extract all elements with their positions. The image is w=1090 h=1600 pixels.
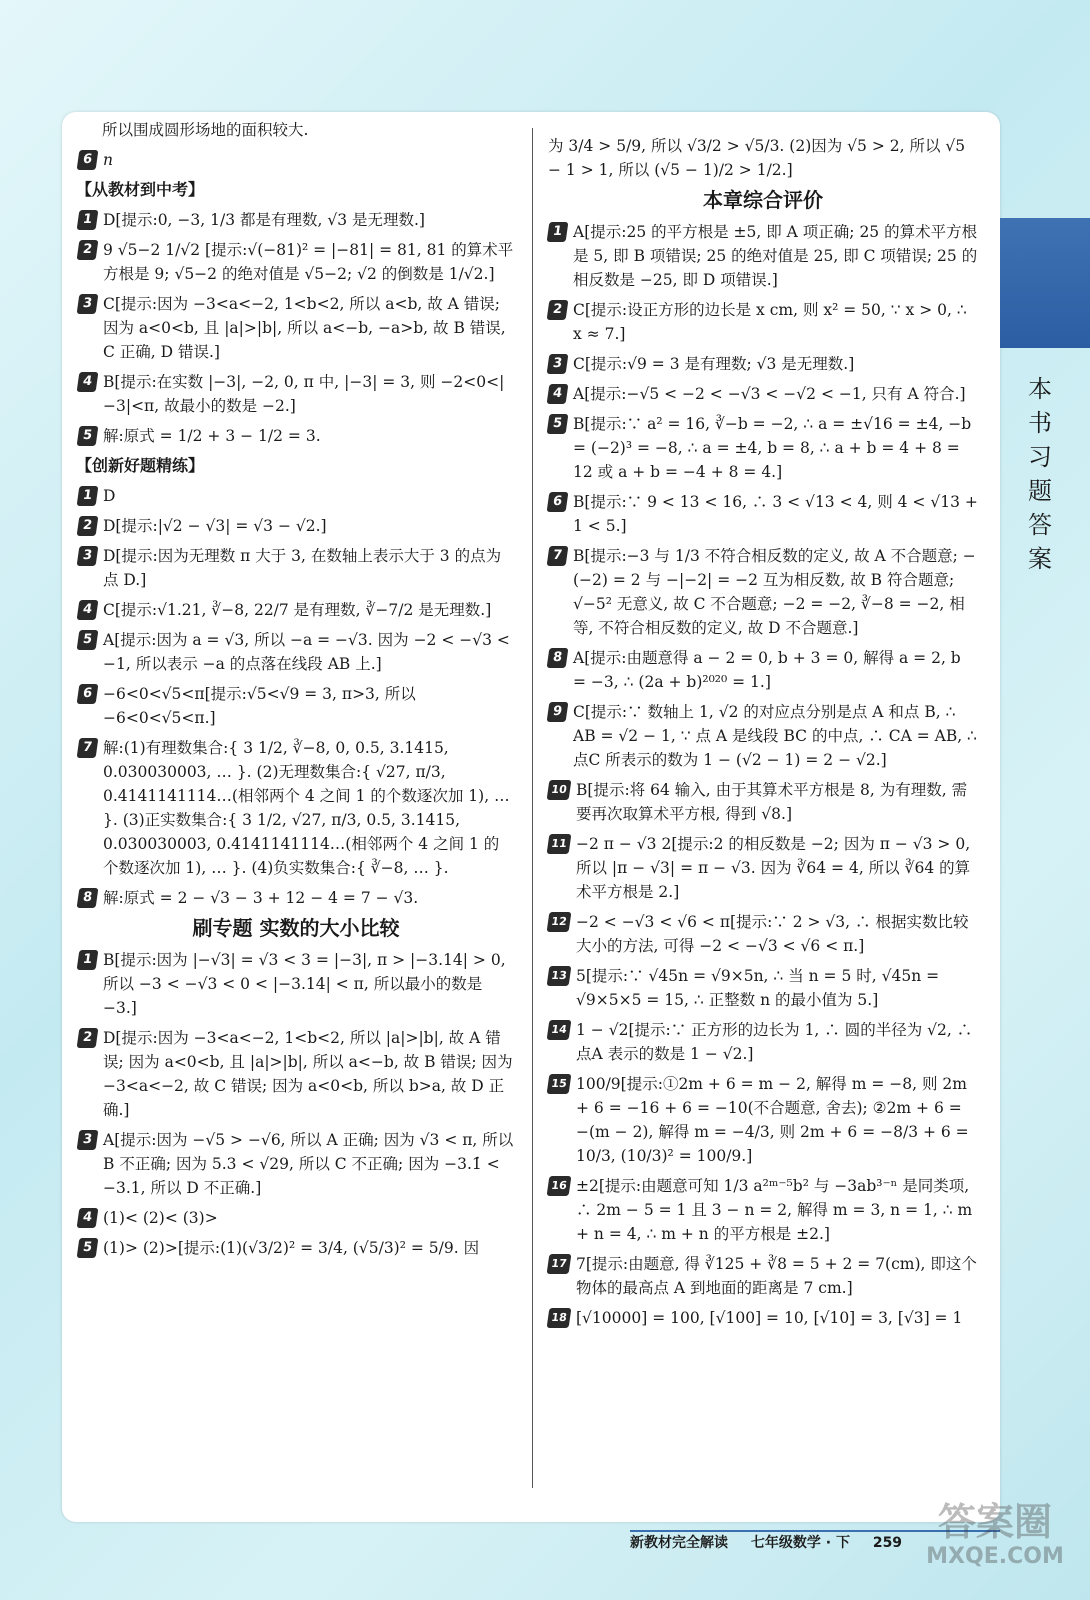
answer-item	[548, 778, 978, 826]
continued-text: 为 3/4 > 5/9, 所以 √3/2 > √5/3. (2)因为 √5 > 2, 所以 √5 − 1 > 1, 所以 (√5 − 1)/2 > 1/2.]	[548, 137, 966, 179]
answer-item	[548, 412, 978, 484]
answer-text: 9 √5−2 1/√2 [提示:√(−81)² = |−81| = 81, 81 的算术平方根是 9; √5−2 的绝对值是 √5−2; √2 的倒数是 1/√2.]	[103, 241, 514, 283]
answer-text: D	[103, 487, 116, 505]
question-number: 3	[77, 546, 99, 566]
question-number: 6	[547, 492, 569, 512]
answer-item	[78, 424, 514, 448]
answer-text: B[提示:∵ a² = 16, ∛−b = −2, ∴ a = ±√16 = ±4, −b = (−2)³ = −8, ∴ a = ±4, b = 8, ∴ a + b = 4 + 8 = 12 或 a + b = −4 + 8 = 4.]	[573, 415, 972, 481]
answer-text: A[提示:25 的平方根是 ±5, 即 A 项正确; 25 的算术平方根是 5, 即 B 项错误; 25 的绝对值是 25, 即 C 项错误; 25 的相反数是 −25, 即 D 项错误.]	[573, 223, 978, 289]
answer-text: 解:(1)有理数集合:{ 3 1/2, ∛−8, 0, 0.5, 3.1415, 0.030030003, … }. (2)无理数集合:{ √27, π/3, 0.4141141114…(相邻两个 4 之间 1 的个数逐次加 1), … }. (3)正实数集合:{ 3 1/2, √27, π/3, 0.5, 3.1415, 0.030030003, 0.4141141114…(相邻两个 4 之间 1 的个数逐次加 1), … }. (4)负实数集合:{ ∛−8, … }.	[103, 739, 510, 877]
watermark-line2: MXQE.COM	[926, 1544, 1064, 1569]
answer-item	[78, 598, 514, 622]
answer-item	[548, 220, 978, 292]
answer-item	[78, 628, 514, 676]
answer-text: (1)< (2)< (3)>	[103, 1209, 218, 1227]
question-number: 13	[547, 966, 572, 986]
question-number: 16	[547, 1176, 572, 1196]
question-number: 3	[547, 354, 569, 374]
question-number: 6	[77, 684, 99, 704]
question-number: 5	[77, 1238, 99, 1258]
question-number: 8	[77, 888, 99, 908]
answer-text: B[提示:在实数 |−3|, −2, 0, π 中, |−3| = 3, 则 −2<0<|−3|<π, 故最小的数是 −2.]	[103, 373, 505, 415]
answer-text: D[提示:因为 −3<a<−2, 1<b<2, 所以 |a|>|b|, 故 A 错误; 因为 a<0<b, 且 |a|>|b|, 所以 a<−b, 故 B 错误; 因为 −3<a<−2, 故 C 错误; 因为 a<0<b, 所以 b>a, 故 D 正确.]	[103, 1029, 513, 1119]
question-number: 2	[77, 516, 99, 536]
answer-item	[548, 646, 978, 694]
answer-text: n	[103, 151, 113, 169]
grade-label: 七年级数学 · 下	[750, 1535, 850, 1551]
question-number: 2	[77, 240, 99, 260]
answer-item	[548, 544, 978, 640]
question-number: 3	[77, 1130, 99, 1150]
answer-6n	[78, 148, 514, 172]
answer-text: [√10000] = 100, [√100] = 10, [√10] = 3, [√3] = 1	[576, 1309, 963, 1327]
question-number: 18	[547, 1308, 572, 1328]
question-number: 4	[77, 600, 99, 620]
answer-text: D[提示:因为无理数 π 大于 3, 在数轴上表示大于 3 的点为点 D.]	[103, 547, 502, 589]
answer-item	[78, 208, 514, 232]
answer-item	[78, 736, 514, 880]
section3-answers	[78, 948, 514, 1260]
answer-item	[78, 238, 514, 286]
question-number: 5	[77, 630, 99, 650]
question-number: 12	[547, 912, 572, 932]
answer-text: B[提示:−3 与 1/3 不符合相反数的定义, 故 A 不合题意; −(−2) = 2 与 −|−2| = −2 互为相反数, 故 B 符合题意; √−5² 无意义, 故 C 不合题意; −2 = −2, ∛−8 = −2, 相等, 不符合相反数的定义, 故 D 不合题意.]	[573, 547, 976, 637]
answer-text: A[提示:因为 a = √3, 所以 −a = −√3. 因为 −2 < −√3 < −1, 所以表示 −a 的点落在线段 AB 上.]	[103, 631, 510, 673]
answer-text: (1)> (2)>[提示:(1)(√3/2)² = 3/4, (√5/3)² = 5/9. 因	[103, 1239, 480, 1257]
answer-item	[548, 832, 978, 904]
topic-title: 刷专题 实数的大小比较	[192, 916, 400, 940]
question-number: 1	[77, 210, 99, 230]
answer-text: D[提示:0, −3, 1/3 都是有理数, √3 是无理数.]	[103, 211, 425, 229]
section2-answers	[78, 484, 514, 910]
answer-text: 7[提示:由题意, 得 ∛125 + ∛8 = 5 + 2 = 7(cm), 即这个物体的最高点 A 到地面的距离是 7 cm.]	[576, 1255, 977, 1297]
question-number: 1	[77, 950, 99, 970]
answer-text: 1 − √2[提示:∵ 正方形的边长为 1, ∴ 圆的半径为 √2, ∴ 点A 表示的数是 1 − √2.]	[576, 1021, 973, 1063]
answer-text: A[提示:由题意得 a − 2 = 0, b + 3 = 0, 解得 a = 2, b = −3, ∴ (2a + b)²⁰²⁰ = 1.]	[573, 649, 961, 691]
question-number: 4	[77, 1208, 99, 1228]
intro-text: 所以围成圆形场地的面积较大.	[102, 121, 309, 139]
question-number: 17	[547, 1254, 572, 1274]
answer-text: ±2[提示:由题意可知 1/3 a²ᵐ⁻⁵b² 与 −3ab³⁻ⁿ 是同类项, ∴ 2m − 5 = 1 且 3 − n = 2, 解得 m = 3, n = 1, ∴ m + n = 4, ∴ m + n 的平方根是 ±2.]	[576, 1177, 973, 1243]
answer-text: 5[提示:∵ √45n = √9×5n, ∴ 当 n = 5 时, √45n = √9×5×5 = 15, ∴ 正整数 n 的最小值为 5.]	[576, 967, 940, 1009]
answer-text: 解:原式 = 1/2 + 3 − 1/2 = 3.	[103, 427, 321, 445]
answer-text: −6<0<√5<π[提示:√5<√9 = 3, π>3, 所以 −6<0<√5<π.]	[103, 685, 416, 727]
answer-text: −2 < −√3 < √6 < π[提示:∵ 2 > √3, ∴ 根据实数比较大小的方法, 可得 −2 < −√3 < √6 < π.]	[576, 913, 969, 955]
answer-item	[548, 910, 978, 958]
question-number: 15	[547, 1074, 572, 1094]
column-divider	[532, 128, 533, 1488]
answer-item	[78, 1236, 514, 1260]
answer-item	[548, 298, 978, 346]
question-number: 9	[547, 702, 569, 722]
question-number: 3	[77, 294, 99, 314]
answer-item	[78, 682, 514, 730]
section1-answers	[78, 208, 514, 448]
answer-item	[78, 886, 514, 910]
answer-item	[548, 1306, 978, 1330]
answer-text: C[提示:∵ 数轴上 1, √2 的对应点分别是点 A 和点 B, ∴ AB = √2 − 1, ∵ 点 A 是线段 BC 的中点, ∴ CA = AB, ∴ 点C 所表示的数为 1 − (√2 − 1) = 2 − √2.]	[573, 703, 977, 769]
question-number: 5	[77, 426, 99, 446]
question-number: 10	[547, 780, 572, 800]
answer-item	[548, 964, 978, 1012]
right-column	[548, 134, 978, 1336]
answer-item	[78, 1128, 514, 1200]
answer-text: C[提示:设正方形的边长是 x cm, 则 x² = 50, ∵ x > 0, ∴ x ≈ 7.]	[573, 301, 967, 343]
answer-item	[548, 1072, 978, 1168]
answer-text: B[提示:将 64 输入, 由于其算术平方根是 8, 为有理数, 需要再次取算术平方根, 得到 √8.]	[576, 781, 968, 823]
book-title: 新教材完全解读	[630, 1535, 728, 1551]
answer-item	[78, 484, 514, 508]
answer-text: D[提示:|√2 − √3| = √3 − √2.]	[103, 517, 327, 535]
question-number: 2	[77, 1028, 99, 1048]
question-number: 1	[77, 486, 99, 506]
answer-text: C[提示:√9 = 3 是有理数; √3 是无理数.]	[573, 355, 855, 373]
question-number: 8	[547, 648, 569, 668]
watermark-line1: 答案圈	[937, 1500, 1052, 1544]
question-number: 4	[547, 384, 569, 404]
page-number: 259	[872, 1535, 903, 1551]
answer-text: 100/9[提示:①2m + 6 = m − 2, 解得 m = −8, 则 2m + 6 = −16 + 6 = −10(不合题意, 舍去); ②2m + 6 = −(m − 2), 解得 m = −4/3, 则 2m + 6 = −8/3 + 6 = 10/3, (10/3)² = 100/9.]	[576, 1075, 969, 1165]
answer-text: A[提示:因为 −√5 > −√6, 所以 A 正确; 因为 √3 < π, 所以 B 不正确; 因为 5.3 < √29, 所以 C 不正确; 因为 −3.1̇ < −3.1, 所以 D 不正确.]	[103, 1131, 514, 1197]
question-number: 6	[77, 150, 99, 170]
answer-item	[548, 1018, 978, 1066]
watermark	[910, 1500, 1080, 1590]
review-answers	[548, 220, 978, 1330]
question-number: 11	[547, 834, 572, 854]
answer-item	[78, 948, 514, 1020]
answer-item	[78, 370, 514, 418]
question-number: 5	[547, 414, 569, 434]
answer-item	[548, 1174, 978, 1246]
side-label: 本书习题答案	[1028, 375, 1052, 573]
left-column	[78, 118, 514, 1266]
answer-text: 解:原式 = 2 − √3 − 3 + 12 − 4 = 7 − √3.	[103, 889, 419, 907]
answer-text: −2 π − √3 2[提示:2 的相反数是 −2; 因为 π − √3 > 0, 所以 |π − √3| = π − √3. 因为 ∛64 = 4, 所以 ∛64 的算术平方根是 2.]	[576, 835, 971, 901]
question-number: 4	[77, 372, 99, 392]
answer-item	[548, 700, 978, 772]
answer-item	[78, 1206, 514, 1230]
section-heading: 【从教材到中考】	[76, 180, 205, 199]
answer-item	[78, 514, 514, 538]
answer-item	[548, 1252, 978, 1300]
answer-text: C[提示:因为 −3<a<−2, 1<b<2, 所以 a<b, 故 A 错误; 因为 a<0<b, 且 |a|>|b|, 所以 a<−b, −a>b, 故 B 错误, C 正确, D 错误.]	[103, 295, 506, 361]
answer-text: B[提示:因为 |−√3| = √3 < 3 = |−3|, π > |−3.14| > 0, 所以 −3 < −√3 < 0 < |−3.14| < π, 所以最小的数是 −3.]	[103, 951, 506, 1017]
answer-item	[548, 352, 978, 376]
question-number: 1	[547, 222, 569, 242]
answer-item	[548, 382, 978, 406]
section-heading: 【创新好题精练】	[76, 456, 205, 475]
chapter-review-title: 本章综合评价	[703, 188, 823, 212]
answer-item	[78, 292, 514, 364]
answer-text: A[提示:−√5 < −2 < −√3 < −√2 < −1, 只有 A 符合.]	[573, 385, 966, 403]
answer-item	[78, 544, 514, 592]
question-number: 7	[77, 738, 99, 758]
side-tab	[1000, 218, 1090, 348]
question-number: 2	[547, 300, 569, 320]
answer-text: B[提示:∵ 9 < 13 < 16, ∴ 3 < √13 < 4, 则 4 < √13 + 1 < 5.]	[573, 493, 978, 535]
question-number: 7	[547, 546, 569, 566]
answer-item	[548, 490, 978, 538]
question-number: 14	[547, 1020, 572, 1040]
answer-item	[78, 1026, 514, 1122]
answer-text: C[提示:√1.21, ∛−8, 22/7 是有理数, ∛−7/2 是无理数.]	[103, 601, 492, 619]
